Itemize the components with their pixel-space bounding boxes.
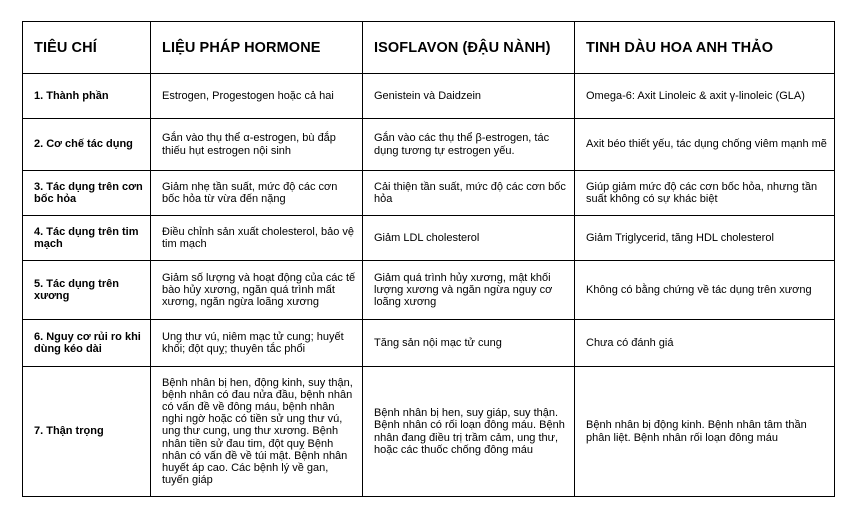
cell-isoflavon: Genistein và Daidzein [363,74,575,119]
row-criterion: 7. Thận trọng [23,367,151,497]
cell-hormone: Điều chỉnh sản xuất cholesterol, bảo vệ tim mạch [151,216,363,261]
table-row [23,320,835,367]
cell-hormone: Bệnh nhân bị hen, động kinh, suy thận, bệnh nhân có đau nửa đầu, bệnh nhân có vấn đề về đông máu, bệnh nhân nghi ngờ hoặc có tiền sử ung thư vú, ung thư cung, ung thư xương. Bệnh nhân tiền sử đau tim, đột quỵ Bệnh nhân có vấn đề về túi mật. Bệnh nhân huyết áp cao. Các bệnh lý về gan, tuyến giáp [151,367,363,497]
cell-evening-primrose: Axit béo thiết yếu, tác dụng chống viêm mạnh mẽ [575,119,835,171]
table-row [23,261,835,320]
table-row [23,119,835,171]
cell-hormone: Estrogen, Progestogen hoặc cả hai [151,74,363,119]
cell-evening-primrose: Omega-6: Axit Linoleic & axit γ-linoleic (GLA) [575,74,835,119]
row-criterion: 4. Tác dụng trên tim mạch [23,216,151,261]
table-row [23,171,835,216]
table-header-row [23,22,835,74]
cell-evening-primrose: Giúp giảm mức độ các cơn bốc hỏa, nhưng tần suất không có sự khác biệt [575,171,835,216]
table-row [23,216,835,261]
cell-hormone: Giảm số lượng và hoạt động của các tế bào hủy xương, ngăn quá trình mất xương, ngăn ngừa loãng xương [151,261,363,320]
cell-evening-primrose: Giảm Triglycerid, tăng HDL cholesterol [575,216,835,261]
row-criterion: 6. Nguy cơ rủi ro khi dùng kéo dài [23,320,151,367]
row-criterion: 2. Cơ chế tác dụng [23,119,151,171]
cell-isoflavon: Gắn vào các thụ thể β-estrogen, tác dụng tương tự estrogen yếu. [363,119,575,171]
cell-isoflavon: Bệnh nhân bị hen, suy giáp, suy thận. Bệnh nhân có rối loạn đông máu. Bệnh nhân đang điều trị trầm cảm, ung thư, hoặc các thuốc chống đông máu [363,367,575,497]
cell-isoflavon: Tăng sản nội mạc tử cung [363,320,575,367]
cell-isoflavon: Cải thiện tần suất, mức độ các cơn bốc hỏa [363,171,575,216]
cell-hormone: Giảm nhẹ tần suất, mức độ các cơn bốc hỏa từ vừa đến nặng [151,171,363,216]
table-row [23,74,835,119]
header-hormone-therapy: LIỆU PHÁP HORMONE [151,22,363,74]
cell-hormone: Gắn vào thụ thể α-estrogen, bù đắp thiếu hụt estrogen nội sinh [151,119,363,171]
row-criterion: 3. Tác dụng trên cơn bốc hỏa [23,171,151,216]
table-row [23,367,835,497]
row-criterion: 5. Tác dụng trên xương [23,261,151,320]
cell-isoflavon: Giảm quá trình hủy xương, mật khối lượng xương và ngăn ngừa nguy cơ loãng xương [363,261,575,320]
cell-evening-primrose: Không có bằng chứng về tác dụng trên xương [575,261,835,320]
header-evening-primrose-oil: TINH DÀU HOA ANH THẢO [575,22,835,74]
header-isoflavon: ISOFLAVON (ĐẬU NÀNH) [363,22,575,74]
cell-hormone: Ung thư vú, niêm mạc tử cung; huyết khối; đột quỵ; thuyên tắc phổi [151,320,363,367]
cell-evening-primrose: Chưa có đánh giá [575,320,835,367]
cell-evening-primrose: Bệnh nhân bị động kinh. Bệnh nhân tâm thần phân liệt. Bệnh nhân rối loạn đông máu [575,367,835,497]
row-criterion: 1. Thành phần [23,74,151,119]
comparison-table [22,21,835,497]
cell-isoflavon: Giảm LDL cholesterol [363,216,575,261]
header-criterion: TIÊU CHÍ [23,22,151,74]
